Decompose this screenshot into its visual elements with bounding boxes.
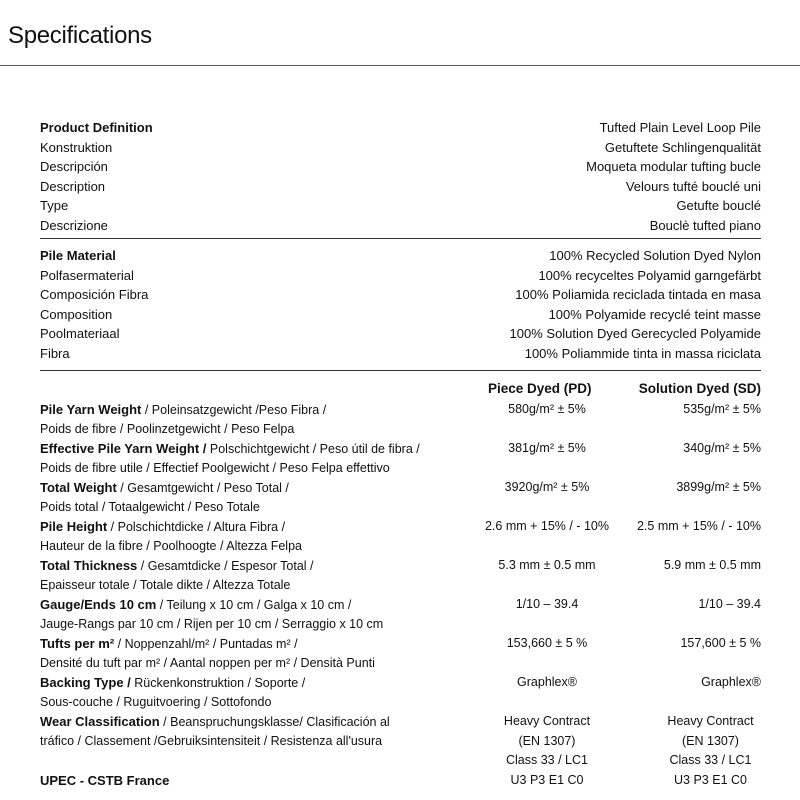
spec-translations: / Polschichtdicke / Altura Fibra /: [107, 520, 286, 534]
piece-dyed-value: 381g/m² ± 5%: [508, 441, 586, 455]
spec-translations: / Noppenzahl/m² / Puntadas m² /: [114, 637, 298, 651]
section-divider: [40, 370, 761, 371]
piece-dyed-value: 580g/m² ± 5%: [508, 402, 586, 416]
material-row: [40, 305, 761, 325]
spec-name: Total Thickness: [40, 558, 138, 573]
spec-translations-line2: Poids total / Totaalgewicht / Peso Totale: [40, 499, 260, 514]
definition-label: Type: [40, 198, 69, 213]
wear-line: Heavy Contract: [503, 714, 591, 728]
spec-translations-line2: Sous-couche / Ruguitvoering / Sottofondo: [40, 694, 272, 709]
piece-dyed-value: U3 P3 E1 C0: [510, 772, 584, 787]
definition-row: [40, 196, 761, 216]
piece-dyed-value: [487, 712, 607, 771]
definition-value: Getuftete Schlingenqualität: [604, 139, 761, 155]
wear-line: Class 33 / LC1: [506, 753, 588, 767]
material-label: Poolmateriaal: [40, 326, 120, 341]
definition-label: Product Definition: [40, 120, 153, 135]
spec-name: Backing Type /: [40, 675, 131, 690]
definition-value: Tufted Plain Level Loop Pile: [599, 120, 761, 135]
wear-line: Heavy Contract: [667, 714, 754, 728]
definition-row: [40, 138, 761, 158]
spec-name: UPEC - CSTB France: [40, 772, 170, 788]
spec-row-effective-pile-yarn-weight: [40, 439, 761, 478]
spec-translations-line2: Densité du tuft par m² / Aantal noppen per m² / Densità Punti: [40, 655, 375, 670]
material-label: Pile Material: [40, 248, 116, 263]
material-row: [40, 266, 761, 286]
definition-label: Konstruktion: [40, 139, 113, 155]
piece-dyed-column-header: Piece Dyed (PD): [488, 381, 592, 396]
definition-value: Moqueta modular tufting bucle: [586, 159, 761, 174]
spec-translations: / Gesamtdicke / Espesor Total /: [137, 559, 314, 573]
piece-dyed-value: Graphlex®: [517, 675, 577, 689]
spec-name: Gauge/Ends 10 cm: [40, 597, 157, 612]
material-row: [40, 285, 761, 305]
spec-translations: / Poleinsatzgewicht /Peso Fibra /: [141, 403, 327, 417]
definition-value: Velours tufté bouclé uni: [625, 178, 761, 194]
material-label: Composition: [40, 306, 113, 322]
spec-row-backing-type: [40, 673, 761, 712]
wear-line: Class 33 / LC1: [669, 753, 752, 767]
material-value: 100% Polyamide recyclé teint masse: [548, 306, 761, 322]
definition-value: Bouclè tufted piano: [649, 217, 761, 233]
spec-row-total-weight: [40, 478, 761, 517]
piece-dyed-value: 1/10 – 39.4: [515, 597, 579, 611]
definition-label: Description: [40, 178, 106, 194]
spec-row-total-thickness: [40, 556, 761, 595]
spec-translations-line2: Epaisseur totale / Totale dikte / Altezza Totale: [40, 577, 291, 592]
spec-name: Pile Height: [40, 519, 108, 534]
material-label: Composición Fibra: [40, 287, 149, 302]
material-label: Polfasermaterial: [40, 267, 134, 283]
definition-row: [40, 216, 761, 236]
solution-dyed-value: 3899g/m² ± 5%: [676, 480, 761, 494]
material-value: 100% Solution Dyed Gerecycled Polyamide: [509, 326, 761, 341]
spec-translations-line2: tráfico / Classement /Gebruiksintensiteit / Resistenza all'usura: [40, 733, 383, 748]
definition-label: Descripción: [40, 159, 108, 174]
spec-translations: Polschichtgewicht / Peso útil de fibra /: [206, 442, 420, 456]
solution-dyed-value: 5.9 mm ± 0.5 mm: [663, 558, 761, 572]
solution-dyed-column-header: Solution Dyed (SD): [638, 381, 761, 396]
title-divider: [0, 65, 800, 66]
definition-label: Descrizione: [40, 217, 108, 233]
spec-name: Wear Classification: [40, 714, 160, 729]
wear-line: (EN 1307): [682, 733, 739, 748]
solution-dyed-value: 1/10 – 39.4: [698, 597, 761, 611]
definition-value: Getufte bouclé: [676, 198, 761, 213]
piece-dyed-value: 3920g/m² ± 5%: [504, 480, 590, 494]
material-row: [40, 344, 761, 364]
material-row: [40, 324, 761, 344]
solution-dyed-value: 340g/m² ± 5%: [683, 441, 761, 455]
wear-line: (EN 1307): [518, 733, 576, 748]
spec-name: Pile Yarn Weight: [40, 402, 142, 417]
material-value: 100% Poliamida reciclada tintada en masa: [515, 287, 761, 302]
pile-material-section: [40, 246, 761, 363]
piece-dyed-value: 5.3 mm ± 0.5 mm: [498, 558, 596, 572]
definition-row: [40, 157, 761, 177]
spec-translations-line2: Poids de fibre utile / Effectief Poolgewicht / Peso Felpa effettivo: [40, 460, 390, 475]
page-title: Specifications: [8, 22, 152, 49]
material-value: 100% recyceltes Polyamid garngefärbt: [538, 267, 761, 283]
spec-translations: Rückenkonstruktion / Soporte /: [130, 676, 306, 690]
specs-header-row: [40, 380, 761, 400]
spec-row-pile-height: [40, 517, 761, 556]
solution-dyed-value: [660, 712, 761, 771]
definition-row: [40, 177, 761, 197]
spec-translations-line2: Hauteur de la fibre / Poolhoogte / Altezza Felpa: [40, 538, 302, 553]
section-divider: [40, 238, 761, 239]
spec-translations: / Gesamtgewicht / Peso Total /: [116, 481, 289, 495]
spec-row-upec: [40, 771, 761, 791]
material-value: 100% Poliammide tinta in massa riciclata: [524, 345, 761, 361]
solution-dyed-value: Graphlex®: [701, 675, 761, 689]
spec-name: Effective Pile Yarn Weight /: [40, 441, 207, 456]
material-row: [40, 246, 761, 266]
definition-row: [40, 118, 761, 138]
piece-dyed-value: 2.6 mm + 15% / - 10%: [484, 519, 609, 533]
spec-translations-line2: Jauge-Rangs par 10 cm / Rijen per 10 cm / Serraggio x 10 cm: [40, 616, 384, 631]
spec-row-wear-classification: [40, 712, 761, 771]
solution-dyed-value: U3 P3 E1 C0: [674, 772, 747, 787]
technical-specs-table: [40, 380, 761, 791]
material-label: Fibra: [40, 345, 70, 361]
spec-name: Tufts per m²: [40, 636, 115, 651]
spec-translations: / Beanspruchungsklasse/ Clasificación al: [159, 715, 390, 729]
solution-dyed-value: 157,600 ± 5 %: [680, 636, 761, 650]
spec-row-tufts-per-m2: [40, 634, 761, 673]
solution-dyed-value: 2.5 mm + 15% / - 10%: [636, 519, 761, 533]
spec-translations-line2: Poids de fibre / Poolinzetgewicht / Peso Felpa: [40, 421, 295, 436]
product-definition-section: [40, 118, 761, 235]
piece-dyed-value: 153,660 ± 5 %: [506, 636, 588, 650]
material-value: 100% Recycled Solution Dyed Nylon: [549, 248, 761, 263]
spec-name: Total Weight: [40, 480, 117, 495]
solution-dyed-value: 535g/m² ± 5%: [683, 402, 761, 416]
spec-row-pile-yarn-weight: [40, 400, 761, 439]
spec-row-gauge-ends: [40, 595, 761, 634]
spec-translations: / Teilung x 10 cm / Galga x 10 cm /: [156, 598, 352, 612]
